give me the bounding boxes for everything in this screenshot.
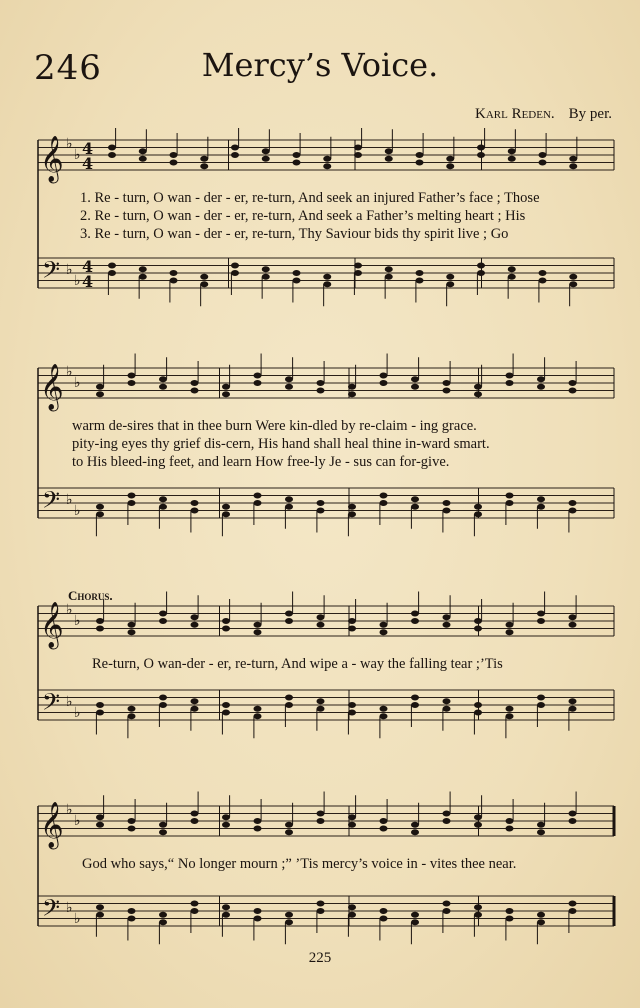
lyric-line-2-verse-2: pity-ing eyes thy grief dis-cern, His hand shall heal thine in-ward smart.: [72, 436, 490, 452]
notehead: [285, 384, 293, 390]
notehead: [506, 629, 514, 635]
notehead: [191, 380, 199, 386]
flat-icon: ♭: [66, 694, 73, 710]
hymn-number: 246: [34, 48, 102, 88]
notehead: [128, 500, 136, 506]
notehead: [108, 152, 116, 158]
notehead: [285, 912, 293, 918]
notehead: [411, 618, 419, 624]
notehead: [411, 384, 419, 390]
music-system-1: [0, 128, 640, 308]
notehead: [443, 901, 451, 907]
notehead: [191, 706, 199, 712]
notehead: [539, 152, 547, 158]
notehead: [285, 376, 293, 382]
notehead: [128, 622, 136, 628]
notehead: [222, 504, 230, 510]
flat-icon: ♭: [74, 503, 81, 519]
notehead: [159, 611, 167, 617]
notehead: [285, 611, 293, 617]
notehead: [411, 822, 419, 828]
notehead: [293, 160, 301, 166]
notehead: [506, 818, 514, 824]
notehead: [262, 148, 270, 154]
notehead: [139, 156, 147, 162]
notehead: [416, 278, 424, 284]
notehead: [96, 904, 104, 910]
notehead: [262, 156, 270, 162]
notehead: [443, 622, 451, 628]
notehead: [317, 500, 325, 506]
notehead: [385, 274, 393, 280]
notehead: [128, 826, 136, 832]
notehead: [159, 695, 167, 701]
notehead: [506, 706, 514, 712]
notehead: [191, 614, 199, 620]
notehead: [96, 710, 104, 716]
flat-icon: ♭: [66, 802, 73, 818]
notehead: [262, 274, 270, 280]
notehead: [128, 916, 136, 922]
notehead: [254, 713, 262, 719]
page-number: 225: [308, 950, 332, 966]
notehead: [285, 822, 293, 828]
notehead: [508, 274, 516, 280]
flat-icon: ♭: [74, 147, 81, 163]
notehead: [537, 376, 545, 382]
chorus-label: Chorus.: [68, 588, 113, 603]
flat-icon: ♭: [66, 900, 73, 916]
flat-icon: ♭: [66, 492, 73, 508]
notehead: [443, 500, 451, 506]
notehead: [159, 829, 167, 835]
notehead: [411, 912, 419, 918]
notehead: [506, 826, 514, 832]
notehead: [537, 702, 545, 708]
notehead: [508, 156, 516, 162]
notehead: [569, 811, 577, 817]
notehead: [96, 912, 104, 918]
notehead: [508, 148, 516, 154]
notehead: [222, 511, 230, 517]
notehead: [537, 496, 545, 502]
notehead: [285, 618, 293, 624]
notehead: [537, 822, 545, 828]
notehead: [170, 270, 178, 276]
notehead: [128, 629, 136, 635]
notehead: [293, 270, 301, 276]
lyric-line-1-verse-1: 1. Re - turn, O wan - der - er, re-turn, And seek an injured Father’s face ; Those: [80, 190, 540, 206]
notehead: [200, 274, 208, 280]
flat-icon: ♭: [74, 705, 81, 721]
notehead: [443, 508, 451, 514]
notehead: [380, 916, 388, 922]
notehead: [569, 274, 577, 280]
notehead: [569, 698, 577, 704]
notehead: [537, 618, 545, 624]
notehead: [191, 901, 199, 907]
notehead: [159, 618, 167, 624]
notehead: [380, 380, 388, 386]
notehead: [506, 493, 514, 499]
flat-icon: ♭: [74, 273, 81, 289]
notehead: [443, 706, 451, 712]
notehead: [139, 274, 147, 280]
notehead: [254, 380, 262, 386]
notehead: [411, 829, 419, 835]
notehead: [222, 912, 230, 918]
lyric-line-2-verse-3: to His bleed-ing feet, and learn How free-ly Je - sus can for-give.: [72, 454, 450, 470]
notehead: [317, 698, 325, 704]
flat-icon: ♭: [74, 613, 81, 629]
time-signature-digit: 4: [82, 272, 94, 291]
lyric-line-1-verse-2: 2. Re - turn, O wan - der - er, re-turn, And seek a Father’s melting heart ; His: [80, 208, 526, 224]
notehead: [506, 373, 514, 379]
notehead: [446, 281, 454, 287]
notehead: [411, 611, 419, 617]
notehead: [537, 919, 545, 925]
notehead: [569, 818, 577, 824]
notehead: [569, 706, 577, 712]
notehead: [222, 814, 230, 820]
notehead: [443, 811, 451, 817]
time-signature-digit: 4: [82, 257, 94, 276]
notehead: [285, 919, 293, 925]
notehead: [159, 702, 167, 708]
notehead: [159, 376, 167, 382]
notehead: [222, 822, 230, 828]
bass-clef-icon: 𝄢: [42, 688, 61, 721]
notehead: [539, 160, 547, 166]
notehead: [506, 380, 514, 386]
notehead: [446, 274, 454, 280]
notehead: [323, 163, 331, 169]
notehead: [569, 163, 577, 169]
notehead: [159, 384, 167, 390]
bass-clef-icon: 𝄢: [42, 894, 61, 927]
notehead: [323, 281, 331, 287]
notehead: [380, 826, 388, 832]
notehead: [191, 622, 199, 628]
notehead: [443, 380, 451, 386]
notehead: [262, 266, 270, 272]
time-signature-digit: 4: [82, 154, 94, 173]
lyric-line-1-verse-3: 3. Re - turn, O wan - der - er, re-turn, Thy Saviour bids thy spirit live ; Go: [80, 226, 509, 242]
notehead: [191, 388, 199, 394]
notehead: [537, 384, 545, 390]
notehead: [231, 145, 239, 151]
notehead: [317, 380, 325, 386]
flat-icon: ♭: [66, 364, 73, 380]
bass-clef-icon: 𝄢: [42, 256, 61, 289]
notehead: [254, 706, 262, 712]
notehead: [96, 391, 104, 397]
notehead: [139, 148, 147, 154]
notehead: [317, 388, 325, 394]
notehead: [170, 160, 178, 166]
notehead: [222, 384, 230, 390]
treble-clef-icon: 𝄞: [40, 602, 64, 648]
notehead: [537, 912, 545, 918]
notehead: [128, 713, 136, 719]
notehead: [222, 391, 230, 397]
notehead: [537, 829, 545, 835]
time-signature-digit: 4: [82, 139, 94, 158]
notehead: [539, 278, 547, 284]
notehead: [108, 145, 116, 151]
notehead: [200, 163, 208, 169]
notehead: [569, 500, 577, 506]
notehead: [128, 493, 136, 499]
notehead: [191, 500, 199, 506]
notehead: [191, 908, 199, 914]
notehead: [380, 622, 388, 628]
treble-clef-icon: 𝄞: [40, 364, 64, 410]
notehead: [254, 916, 262, 922]
notehead: [96, 504, 104, 510]
notehead: [128, 908, 136, 914]
treble-clef-icon: 𝄞: [40, 802, 64, 848]
notehead: [539, 270, 547, 276]
notehead: [317, 706, 325, 712]
notehead: [200, 156, 208, 162]
bass-clef-icon: 𝄢: [42, 486, 61, 519]
notehead: [108, 270, 116, 276]
notehead: [254, 493, 262, 499]
notehead: [222, 618, 230, 624]
notehead: [380, 629, 388, 635]
notehead: [443, 614, 451, 620]
notehead: [254, 622, 262, 628]
notehead: [411, 496, 419, 502]
notehead: [96, 618, 104, 624]
notehead: [569, 388, 577, 394]
notehead: [96, 384, 104, 390]
notehead: [411, 504, 419, 510]
notehead: [446, 163, 454, 169]
notehead: [411, 376, 419, 382]
notehead: [506, 908, 514, 914]
notehead: [380, 373, 388, 379]
notehead: [506, 916, 514, 922]
notehead: [96, 626, 104, 632]
notehead: [222, 904, 230, 910]
flat-icon: ♭: [74, 813, 81, 829]
notehead: [506, 500, 514, 506]
notehead: [380, 818, 388, 824]
notehead: [385, 266, 393, 272]
flat-icon: ♭: [74, 375, 81, 391]
notehead: [222, 626, 230, 632]
notehead: [317, 908, 325, 914]
notehead: [443, 388, 451, 394]
notehead: [323, 156, 331, 162]
notehead: [569, 508, 577, 514]
notehead: [569, 156, 577, 162]
notehead: [200, 281, 208, 287]
notehead: [159, 912, 167, 918]
notehead: [222, 710, 230, 716]
treble-clef-icon: 𝄞: [40, 136, 64, 182]
notehead: [191, 698, 199, 704]
notehead: [569, 908, 577, 914]
notehead: [385, 156, 393, 162]
notehead: [569, 901, 577, 907]
attribution: [475, 106, 612, 123]
notehead: [254, 826, 262, 832]
notehead: [128, 818, 136, 824]
notehead: [108, 263, 116, 269]
notehead: [317, 818, 325, 824]
lyric-line-chorus-1: Re-turn, O wan-der - er, re-turn, And wipe a - way the falling tear ;’Tis: [92, 656, 503, 672]
notehead: [285, 829, 293, 835]
hymn-title: Mercy’s Voice.: [201, 46, 439, 84]
notehead: [254, 373, 262, 379]
notehead: [506, 713, 514, 719]
notehead: [159, 504, 167, 510]
notehead: [416, 270, 424, 276]
notehead: [222, 702, 230, 708]
notehead: [506, 622, 514, 628]
notehead: [380, 713, 388, 719]
notehead: [317, 614, 325, 620]
notehead: [128, 380, 136, 386]
notehead: [317, 508, 325, 514]
notehead: [569, 380, 577, 386]
notehead: [411, 702, 419, 708]
notehead: [443, 818, 451, 824]
flat-icon: ♭: [74, 911, 81, 927]
notehead: [96, 511, 104, 517]
permission-note: By per.: [568, 106, 612, 122]
notehead: [191, 508, 199, 514]
notehead: [254, 500, 262, 506]
notehead: [416, 160, 424, 166]
notehead: [96, 702, 104, 708]
notehead: [323, 274, 331, 280]
notehead: [231, 263, 239, 269]
music-system-4: [0, 790, 640, 950]
flat-icon: ♭: [66, 262, 73, 278]
notehead: [380, 706, 388, 712]
lyric-line-chorus-2: God who says,“ No longer mourn ;” ’Tis mercy’s voice in - vites thee near.: [82, 856, 517, 872]
notehead: [317, 811, 325, 817]
notehead: [537, 504, 545, 510]
notehead: [508, 266, 516, 272]
flat-icon: ♭: [66, 602, 73, 618]
notehead: [569, 622, 577, 628]
notehead: [385, 148, 393, 154]
notehead: [170, 278, 178, 284]
flat-icon: ♭: [66, 136, 73, 152]
notehead: [231, 152, 239, 158]
notehead: [380, 500, 388, 506]
notehead: [139, 266, 147, 272]
notehead: [159, 496, 167, 502]
notehead: [128, 373, 136, 379]
notehead: [443, 908, 451, 914]
notehead: [191, 811, 199, 817]
notehead: [285, 702, 293, 708]
notehead: [446, 156, 454, 162]
notehead: [170, 152, 178, 158]
music-system-2: [0, 350, 640, 540]
notehead: [231, 270, 239, 276]
notehead: [569, 614, 577, 620]
notehead: [411, 695, 419, 701]
notehead: [285, 695, 293, 701]
notehead: [293, 152, 301, 158]
notehead: [96, 814, 104, 820]
composer-credit: Karl Reden.: [474, 106, 555, 122]
notehead: [254, 629, 262, 635]
notehead: [537, 611, 545, 617]
notehead: [537, 695, 545, 701]
notehead: [96, 822, 104, 828]
notehead: [285, 504, 293, 510]
notehead: [380, 908, 388, 914]
notehead: [443, 698, 451, 704]
lyric-line-2-verse-1: warm de-sires that in thee burn Were kin-dled by re-claim - ing grace.: [72, 418, 477, 434]
notehead: [569, 281, 577, 287]
notehead: [416, 152, 424, 158]
notehead: [128, 706, 136, 712]
notehead: [159, 822, 167, 828]
notehead: [254, 818, 262, 824]
notehead: [191, 818, 199, 824]
notehead: [254, 908, 262, 914]
notehead: [317, 901, 325, 907]
notehead: [159, 919, 167, 925]
notehead: [285, 496, 293, 502]
notehead: [380, 493, 388, 499]
music-system-3: [0, 588, 640, 748]
notehead: [411, 919, 419, 925]
notehead: [293, 278, 301, 284]
notehead: [317, 622, 325, 628]
